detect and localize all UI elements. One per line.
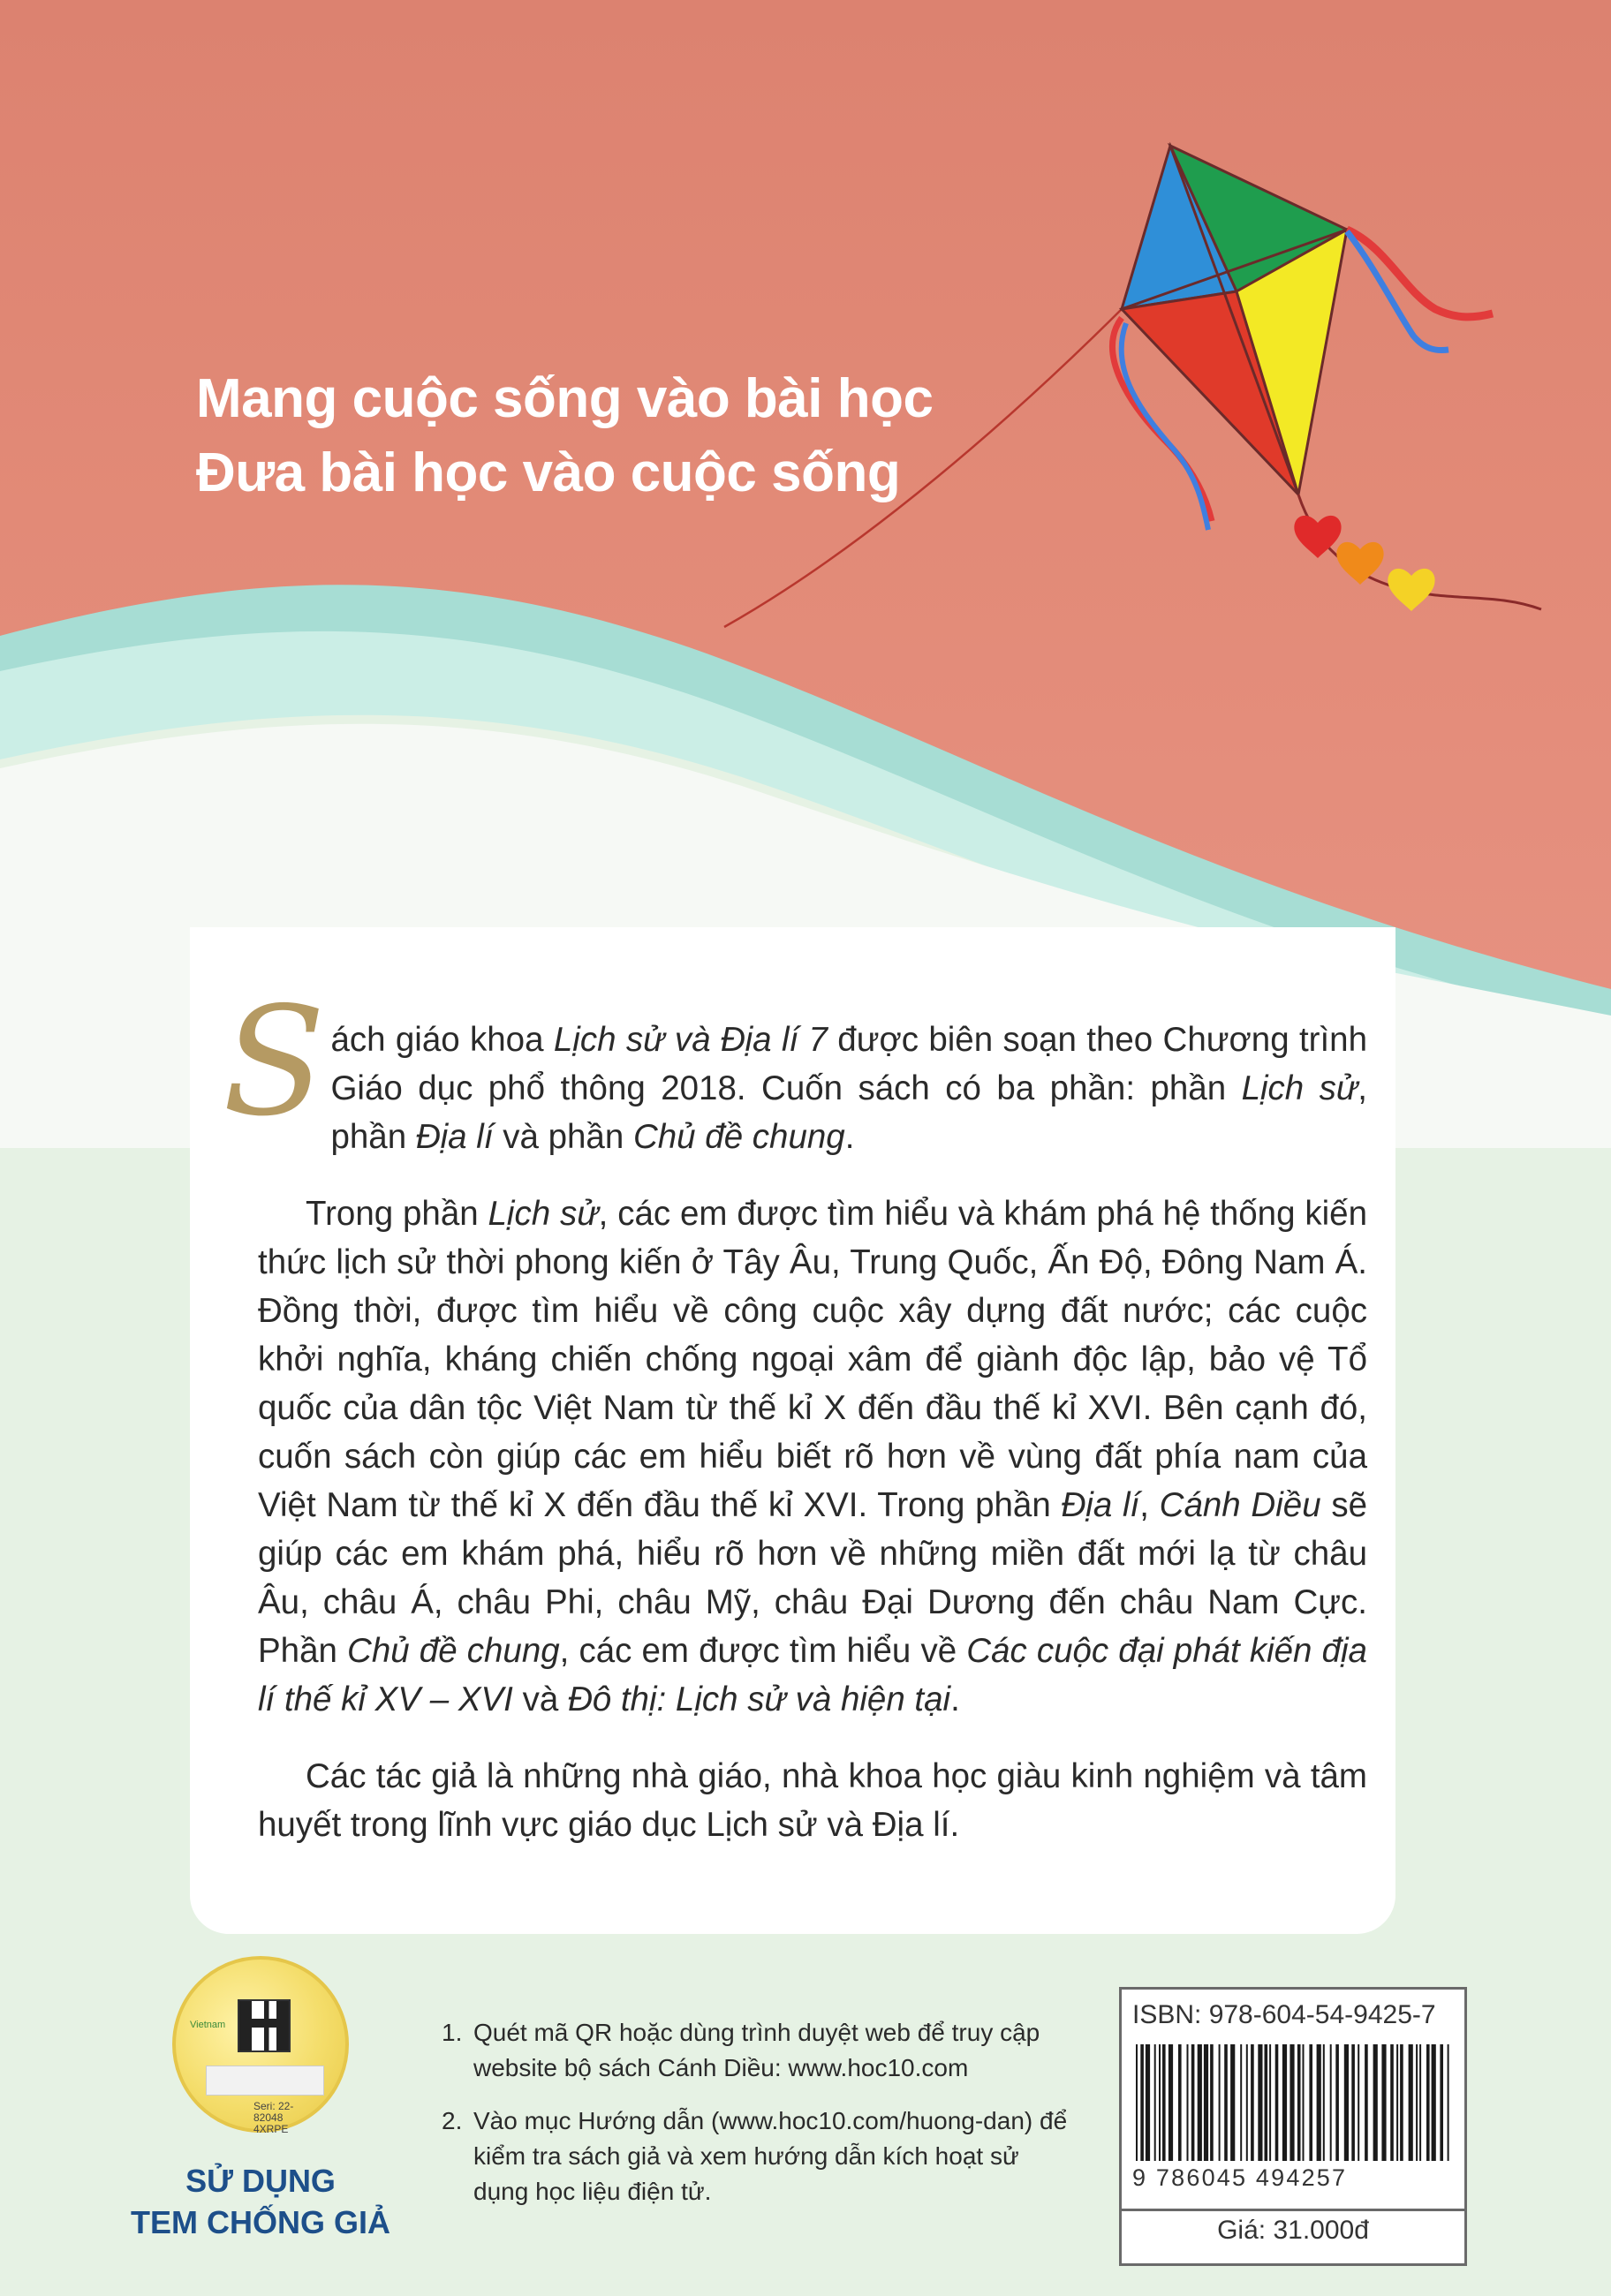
kite-tail-heart-yellow bbox=[1388, 569, 1434, 611]
stamp-caption bbox=[106, 2160, 415, 2243]
instruction-text: Quét mã QR hoặc dùng trình duyệt web để truy cập website bộ sách Cánh Diều: www.hoc10.com bbox=[473, 2019, 1040, 2081]
p2-italic-canh-dieu: Cánh Diều bbox=[1159, 1486, 1321, 1524]
instruction-item bbox=[442, 2103, 1078, 2209]
barcode-bar bbox=[1290, 2044, 1294, 2161]
barcode-icon bbox=[1132, 2044, 1456, 2161]
barcode-bar bbox=[1191, 2044, 1195, 2161]
barcode-bar bbox=[1400, 2044, 1403, 2161]
barcode-bar bbox=[1224, 2044, 1228, 2161]
barcode-bar bbox=[1275, 2044, 1279, 2161]
barcode-bar bbox=[1373, 2044, 1378, 2161]
slogan bbox=[196, 362, 933, 510]
barcode-bar bbox=[1210, 2044, 1214, 2161]
barcode-bar bbox=[1154, 2044, 1156, 2161]
barcode-bar bbox=[1162, 2044, 1166, 2161]
qr-code-icon bbox=[238, 1999, 291, 2052]
barcode-bar bbox=[1178, 2044, 1182, 2161]
p1-text-4: và phần bbox=[493, 1118, 633, 1156]
stamp-serial-line-2: 4XRPE bbox=[253, 2123, 289, 2135]
barcode-bar bbox=[1187, 2044, 1189, 2161]
barcode-bar bbox=[1219, 2044, 1221, 2161]
barcode-bar bbox=[1390, 2044, 1394, 2161]
barcode-bar bbox=[1204, 2044, 1208, 2161]
instruction-number: 1. bbox=[442, 2019, 463, 2046]
barcode-bar bbox=[1432, 2044, 1436, 2161]
stamp-serial bbox=[253, 2101, 315, 2135]
price-label: Giá: 31.000đ bbox=[1217, 2216, 1369, 2245]
stamp-label-box bbox=[206, 2066, 324, 2096]
stamp-brand: Vietnam bbox=[190, 2020, 226, 2030]
barcode-bar bbox=[1240, 2044, 1242, 2161]
p1-italic-common-topic: Chủ đề chung bbox=[632, 1118, 845, 1156]
barcode-bar bbox=[1335, 2044, 1339, 2161]
p2-text-1: Trong phần bbox=[306, 1195, 488, 1233]
p1-text-5: . bbox=[844, 1118, 855, 1156]
instruction-text: Vào mục Hướng dẫn (www.hoc10.com/huong-dan) để kiểm tra sách giả và xem hướng dẫn kích hoạt sử dụng học liệu điện tử. bbox=[473, 2107, 1068, 2205]
price-divider bbox=[1122, 2209, 1464, 2211]
p2-italic-discoveries: Các cuộc đại phát kiến địa lí thế kỉ XV – XVI bbox=[258, 1632, 1367, 1718]
p1-italic-book-title: Lịch sử và Địa lí 7 bbox=[553, 1021, 828, 1059]
barcode-bar bbox=[1146, 2044, 1150, 2161]
barcode-bar bbox=[1282, 2044, 1287, 2161]
barcode-bar bbox=[1136, 2044, 1138, 2161]
barcode-bar bbox=[1169, 2044, 1173, 2161]
barcode-bar bbox=[1265, 2044, 1268, 2161]
barcode-bar bbox=[1344, 2044, 1349, 2161]
p2-italic-urban: Đô thị: Lịch sử và hiện tại bbox=[567, 1680, 951, 1718]
barcode-bar bbox=[1303, 2044, 1305, 2161]
p2-italic-common-topic: Chủ đề chung bbox=[347, 1632, 560, 1670]
p1-italic-history: Lịch sử bbox=[1241, 1069, 1358, 1107]
slogan-line-2: Đưa bài học vào cuộc sống bbox=[196, 442, 901, 503]
barcode-bar bbox=[1297, 2044, 1301, 2161]
p1-italic-geography: Địa lí bbox=[415, 1118, 494, 1156]
barcode-bar bbox=[1396, 2044, 1398, 2161]
kite-tail-heart-orange bbox=[1336, 542, 1383, 585]
stamp-serial-line-1: Seri: 22-82048 bbox=[253, 2100, 294, 2124]
barcode-bar bbox=[1416, 2044, 1418, 2161]
anti-counterfeit-stamp bbox=[172, 1956, 349, 2133]
barcode-bar bbox=[1323, 2044, 1325, 2161]
instruction-item bbox=[442, 2015, 1078, 2086]
instruction-number: 2. bbox=[442, 2107, 463, 2134]
barcode-bar bbox=[1258, 2044, 1262, 2161]
barcode-bar bbox=[1140, 2044, 1144, 2161]
barcode-bar bbox=[1309, 2044, 1312, 2161]
barcode-bar bbox=[1230, 2044, 1235, 2161]
kite-right-ribbon-red bbox=[1347, 230, 1493, 317]
barcode-digits: 9 786045 494257 bbox=[1132, 2164, 1348, 2191]
barcode-bar bbox=[1351, 2044, 1355, 2161]
stamp-caption-line-2: TEM CHỐNG GIẢ bbox=[131, 2204, 390, 2240]
stamp-caption-line-1: SỬ DỤNG bbox=[185, 2163, 336, 2199]
barcode-box bbox=[1119, 1987, 1467, 2266]
dropcap-letter: S bbox=[223, 975, 326, 1150]
barcode-bar bbox=[1419, 2044, 1421, 2161]
barcode-bar bbox=[1159, 2044, 1161, 2161]
isbn-label: ISBN: 978-604-54-9425-7 bbox=[1132, 2000, 1436, 2029]
barcode-bar bbox=[1330, 2044, 1332, 2161]
barcode-bar bbox=[1448, 2044, 1449, 2161]
description-paragraph-2 bbox=[258, 1190, 1367, 1724]
barcode-bar bbox=[1246, 2044, 1248, 2161]
kite-right-ribbon-blue bbox=[1347, 231, 1448, 351]
description-paragraph-1 bbox=[223, 975, 1367, 1161]
p2-text-5: , các em được tìm hiểu về bbox=[559, 1632, 967, 1670]
p2-italic-geography: Địa lí bbox=[1061, 1486, 1140, 1524]
book-description bbox=[223, 975, 1367, 1877]
barcode-bar bbox=[1358, 2044, 1359, 2161]
p2-italic-history: Lịch sử bbox=[488, 1195, 599, 1233]
barcode-bar bbox=[1317, 2044, 1321, 2161]
p2-text-7: . bbox=[950, 1680, 960, 1718]
barcode-bar bbox=[1198, 2044, 1202, 2161]
barcode-bar bbox=[1381, 2044, 1386, 2161]
p1-text-3: , phần bbox=[330, 1069, 1367, 1156]
barcode-bar bbox=[1426, 2044, 1430, 2161]
p1-text-2: được biên soạn theo Chương trình Giáo dục phổ thông 2018. Cuốn sách có ba phần: phần bbox=[330, 1021, 1367, 1107]
p1-text-1: ách giáo khoa bbox=[330, 1021, 554, 1059]
barcode-bar bbox=[1365, 2044, 1368, 2161]
slogan-line-1: Mang cuộc sống vào bài học bbox=[196, 368, 934, 429]
instructions-list bbox=[442, 2015, 1078, 2227]
p2-text-4: sẽ giúp các em khám phá, hiểu rõ hơn về những miền đất mới lạ từ châu Âu, châu Á, châu Phi, châu Mỹ, châu Đại Dương đến châu Nam Cực. Phần bbox=[258, 1486, 1367, 1670]
barcode-bar bbox=[1409, 2044, 1413, 2161]
p2-text-6: và bbox=[512, 1680, 568, 1718]
barcode-bar bbox=[1269, 2044, 1271, 2161]
p2-text-3: , bbox=[1139, 1486, 1160, 1524]
description-paragraph-3: Các tác giả là những nhà giáo, nhà khoa học giàu kinh nghiệm và tâm huyết trong lĩnh vực giáo dục Lịch sử và Địa lí. bbox=[258, 1757, 1367, 1844]
barcode-bar bbox=[1440, 2044, 1443, 2161]
p2-text-2: , các em được tìm hiểu và khám phá hệ thống kiến thức lịch sử thời phong kiến ở Tây Âu, Trung Quốc, Ấn Độ, Đông Nam Á. Đồng thời, được tìm hiểu về công cuộc xây dựng đất nước; các cuộc khởi nghĩa, kháng chiến chống ngoại xâm để giành độc lập, bảo vệ Tổ quốc của dân tộc Việt Nam từ thế kỉ X đến đầu thế kỉ XVI. Bên cạnh đó, cuốn sách còn giúp các em hiểu biết rõ hơn về vùng đất phía nam của Việt Nam từ thế kỉ X đến đầu thế kỉ XVI. Trong phần bbox=[258, 1195, 1367, 1524]
barcode-bar bbox=[1251, 2044, 1254, 2161]
